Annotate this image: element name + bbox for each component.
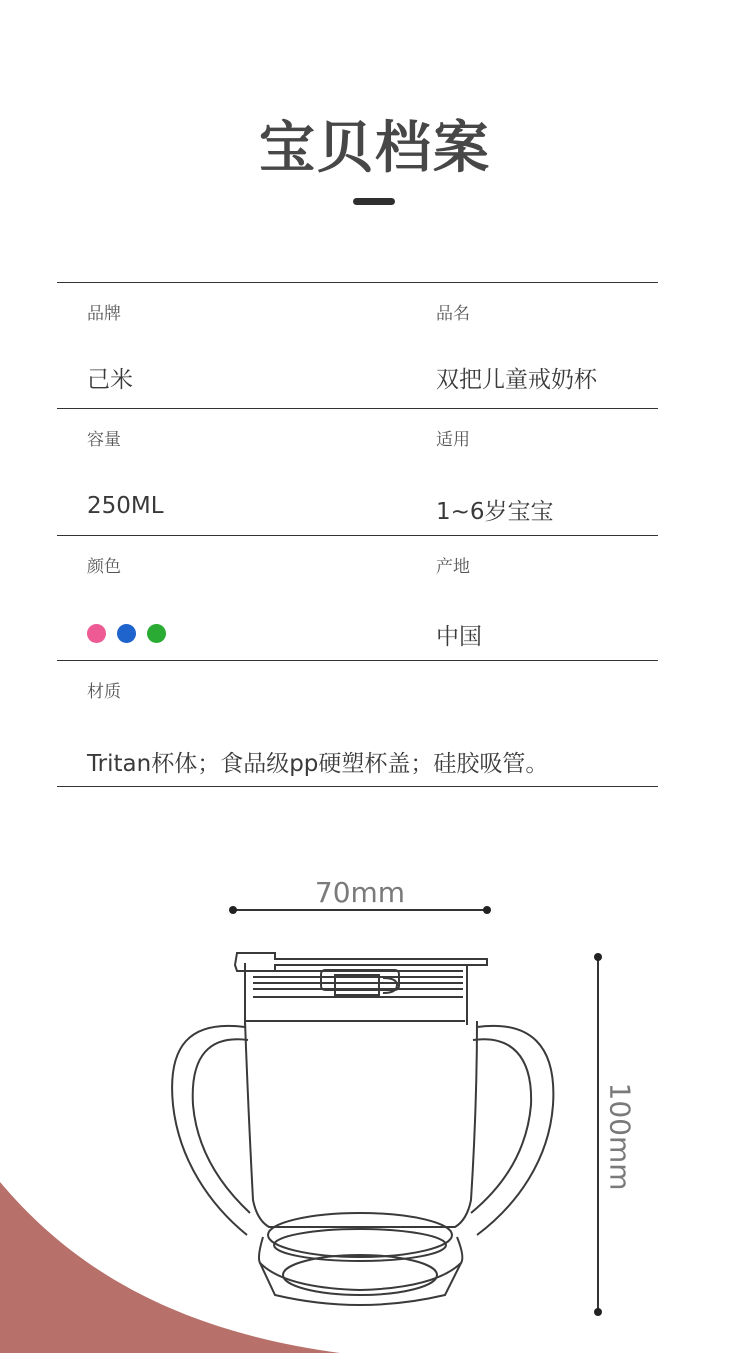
height-dimension-label: 100mm bbox=[603, 1082, 637, 1191]
suitable-label: 适用 bbox=[436, 430, 470, 450]
color-swatch-pink bbox=[87, 624, 106, 643]
color-swatches bbox=[87, 624, 166, 643]
spec-row-color bbox=[57, 535, 658, 660]
material-label: 材质 bbox=[87, 682, 121, 702]
page-title: 宝贝档案 bbox=[259, 116, 491, 181]
origin-label: 产地 bbox=[436, 557, 470, 577]
capacity-value: 250ML bbox=[87, 493, 164, 519]
color-swatch-green bbox=[147, 624, 166, 643]
brand-label: 品牌 bbox=[87, 304, 121, 324]
material-value: Tritan杯体；食品级pp硬塑杯盖；硅胶吸管。 bbox=[87, 751, 549, 777]
suitable-value: 1~6岁宝宝 bbox=[436, 499, 554, 525]
spec-row-material bbox=[57, 660, 658, 787]
color-swatch-blue bbox=[117, 624, 136, 643]
spec-row-brand bbox=[57, 282, 658, 408]
title-underline bbox=[353, 198, 395, 205]
origin-value: 中国 bbox=[436, 624, 482, 650]
capacity-label: 容量 bbox=[87, 430, 121, 450]
height-dimension-line bbox=[597, 957, 599, 1312]
cup-illustration bbox=[165, 945, 565, 1320]
width-dimension-line bbox=[233, 909, 487, 911]
spec-table bbox=[57, 282, 658, 787]
width-dimension-label: 70mm bbox=[314, 876, 406, 909]
spec-row-capacity bbox=[57, 408, 658, 535]
brand-value: 己米 bbox=[87, 367, 133, 393]
name-label: 品名 bbox=[436, 304, 470, 324]
name-value: 双把儿童戒奶杯 bbox=[436, 367, 597, 393]
color-label: 颜色 bbox=[87, 557, 121, 577]
